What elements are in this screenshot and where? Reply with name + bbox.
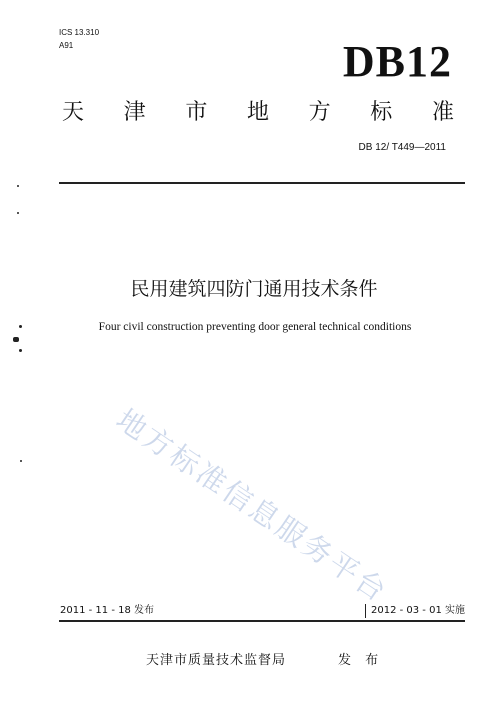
implementation-date: 2012 - 03 - 01 实施	[365, 604, 465, 618]
standard-type-char: 标	[370, 100, 393, 125]
standard-number: DB 12/ T449—2011	[358, 142, 446, 153]
issue-date: 2011 - 11 - 18 发布	[60, 605, 155, 616]
scan-speck	[19, 325, 22, 328]
ics-code: ICS 13.310	[59, 28, 100, 37]
scan-speck	[17, 212, 19, 214]
scan-speck	[20, 460, 22, 462]
title-english: Four civil construction preventing door general technical conditions	[98, 321, 412, 333]
standard-type-char: 津	[123, 100, 146, 125]
standard-type-char: 地	[246, 100, 269, 125]
watermark: 地方标准信息服务平台	[110, 402, 395, 610]
scan-speck	[17, 185, 19, 187]
scan-speck	[19, 349, 22, 352]
bottom-divider	[59, 620, 465, 622]
title-chinese: 民用建筑四防门通用技术条件	[130, 278, 378, 300]
scan-speck	[13, 337, 19, 342]
standard-code: DB12	[342, 37, 452, 86]
standard-type-char: 准	[431, 100, 454, 125]
publisher: 天津市质量技术监督局	[146, 653, 287, 668]
publish-word: 发 布	[338, 653, 384, 668]
ccs-code: A91	[59, 41, 74, 50]
standard-type-char: 市	[185, 100, 208, 125]
standard-type-heading	[62, 99, 454, 127]
standard-type-char: 天	[62, 100, 85, 125]
top-divider	[59, 182, 465, 184]
standard-type-char: 方	[308, 100, 331, 125]
